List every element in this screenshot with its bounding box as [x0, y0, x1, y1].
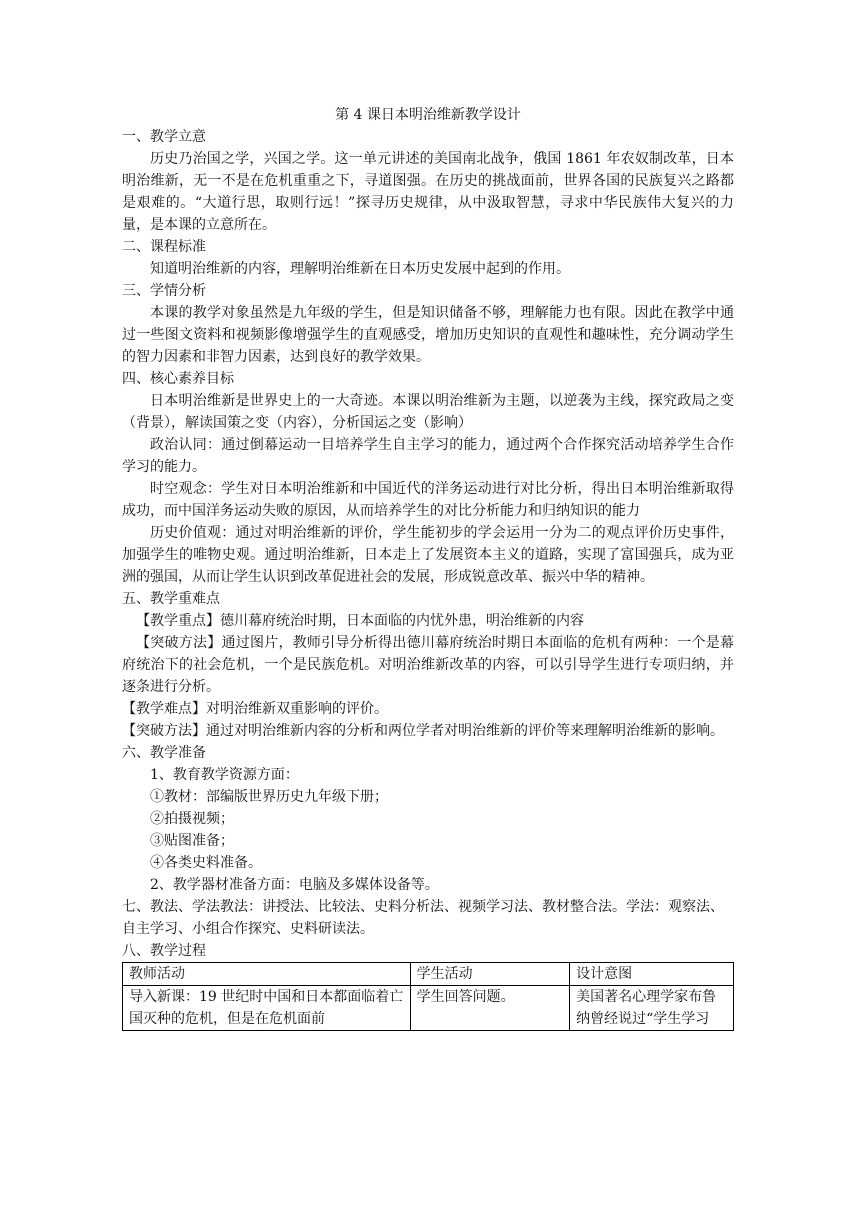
- section-2-paragraph: 知道明治维新的内容，理解明治维新在日本历史发展中起到的作用。: [150, 261, 570, 277]
- section-4-paragraph-1: 日本明治维新是世界史上的一大奇迹。本课以明治维新为主题，以逆袭为主线，探究政局之变（背景），解读国策之变（内容），分析国运之变（影响）: [122, 393, 734, 431]
- prep-list-item: ②拍摄视频；: [150, 811, 234, 827]
- section-4-paragraph-2: 政治认同：通过倒幕运动一目培养学生自主学习的能力，通过两个合作探究活动培养学生合作学习的能力。: [122, 437, 734, 475]
- table-cell: 导入新课：19 世纪时中国和日本都面临着亡国灭种的危机，但是在危机面前: [123, 986, 411, 1031]
- section-heading-7: 七、教法、学法教法：讲授法、比较法、史料分析法、视频学习法、教材整合法。学法：观察法、自主学习、小组合作探究、史料研读法。: [122, 899, 724, 937]
- table-cell: 学生回答问题。: [410, 986, 569, 1031]
- section-4-paragraph-3: 时空观念：学生对日本明治维新和中国近代的洋务运动进行对比分析，得出日本明治维新取得成功，而中国洋务运动失败的原因，从而培养学生的对比分析能力和归纳知识的能力: [122, 481, 734, 519]
- section-5-paragraph-1: 【教学重点】德川幕府统治时期，日本面临的内忧外患，明治维新的内容: [136, 613, 584, 629]
- table-header-row: [123, 963, 734, 986]
- table-header-cell: 设计意图: [570, 963, 734, 986]
- section-heading-8: 八、教学过程: [122, 943, 206, 959]
- section-heading-1: 一、教学立意: [122, 129, 206, 145]
- table-header-cell: 教师活动: [123, 963, 411, 986]
- section-4-paragraph-4: 历史价值观：通过对明治维新的评价，学生能初步的学会运用一分为二的观点评价历史事件，加强学生的唯物史观。通过明治维新，日本走上了发展资本主义的道路，实现了富国强兵，成为亚洲的强国，从而让学生认识到改革促进社会的发展，形成锐意改革、振兴中华的精神。: [122, 525, 734, 585]
- section-3-paragraph: 本课的教学对象虽然是九年级的学生，但是知识储备不够，理解能力也有限。因此在教学中通过一些图文资料和视频影像增强学生的直观感受，增加历史知识的直观性和趣味性，充分调动学生的智力因素和非智力因素，达到良好的教学效果。: [122, 305, 734, 365]
- table-header-cell: 学生活动: [410, 963, 569, 986]
- table-cell: 美国著名心理学家布鲁纳曾经说过“学生学习: [570, 986, 734, 1031]
- section-heading-3: 三、学情分析: [122, 283, 206, 299]
- prep-list-item: ③贴图准备；: [150, 833, 234, 849]
- section-5-paragraph-4: 【突破方法】通过对明治维新内容的分析和两位学者对明治维新的评价等来理解明治维新的影响。: [122, 723, 724, 739]
- section-heading-5: 五、教学重难点: [122, 591, 220, 607]
- prep-list-item: 2、教学器材准备方面：电脑及多媒体设备等。: [150, 877, 439, 893]
- section-heading-6: 六、教学准备: [122, 745, 206, 761]
- section-heading-4: 四、核心素养目标: [122, 371, 234, 387]
- document-title: 第 4 课日本明治维新教学设计: [335, 107, 521, 123]
- table-row: [123, 986, 734, 1031]
- section-heading-2: 二、课程标准: [122, 239, 206, 255]
- section-5-paragraph-3: 【教学难点】对明治维新双重影响的评价。: [122, 701, 388, 717]
- prep-list-item: ④各类史料准备。: [150, 855, 262, 871]
- prep-list-item: ①教材：部编版世界历史九年级下册；: [150, 789, 388, 805]
- prep-list-item: 1、教育教学资源方面：: [150, 767, 299, 783]
- document-page: [122, 104, 734, 1031]
- teaching-process-table: [122, 962, 734, 1031]
- section-5-paragraph-2: 【突破方法】通过图片，教师引导分析得出德川幕府统治时期日本面临的危机有两种：一个是幕府统治下的社会危机，一个是民族危机。对明治维新改革的内容，可以引导学生进行专项归纳，并逐条进行分析。: [122, 635, 734, 695]
- section-1-paragraph: 历史乃治国之学，兴国之学。这一单元讲述的美国南北战争，俄国 1861 年农奴制改革，日本明治维新，无一不是在危机重重之下，寻道图强。在历史的挑战面前，世界各国的民族复兴之路都是艰难的。“大道行思，取则行远！”探寻历史规律，从中汲取智慧，寻求中华民族伟大复兴的力量，是本课的立意所在。: [122, 151, 734, 233]
